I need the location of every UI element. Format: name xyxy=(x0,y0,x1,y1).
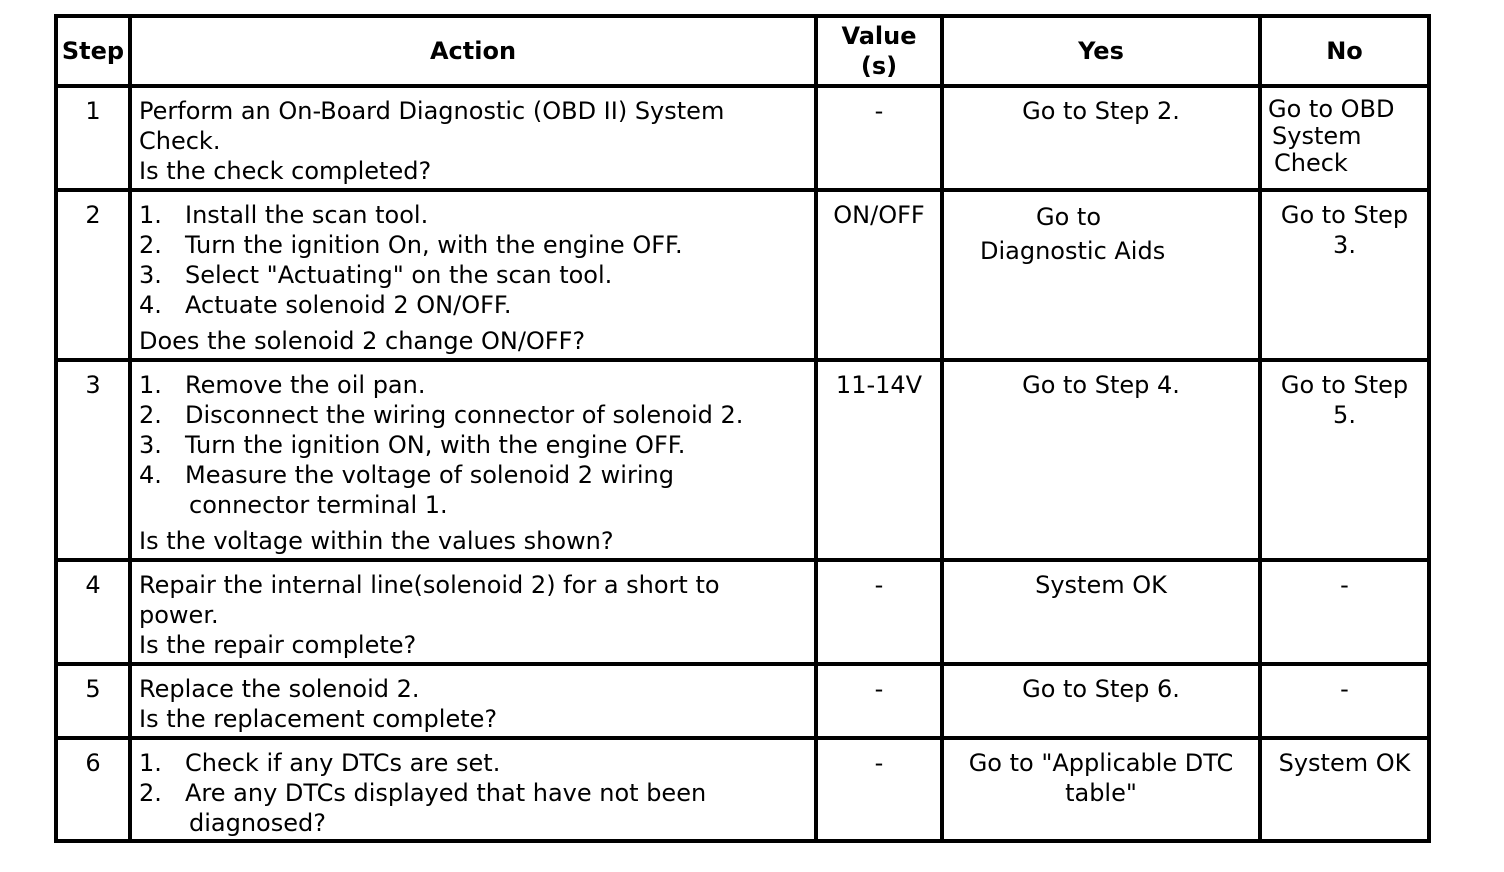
action-text: Perform an On-Board Diagnostic (OBD II) System xyxy=(139,97,725,125)
action-step xyxy=(139,460,808,520)
no-cell xyxy=(1260,86,1429,190)
no-text: System xyxy=(1272,122,1362,150)
action-step xyxy=(139,230,808,260)
action-step xyxy=(139,200,808,230)
value-cell: ON/OFF xyxy=(816,190,942,360)
action-step xyxy=(139,778,808,838)
action-step-number: 1. xyxy=(139,371,162,399)
action-step-number: 2. xyxy=(139,779,162,807)
action-step-number: 4. xyxy=(139,461,162,489)
value-cell: - xyxy=(816,560,942,664)
action-step-text: Disconnect the wiring connector of solenoid 2. xyxy=(185,401,744,429)
header-step: Step xyxy=(56,16,130,86)
action-cell xyxy=(130,190,816,360)
action-step xyxy=(139,400,808,430)
header-row xyxy=(56,16,1429,86)
diagnostic-table xyxy=(54,14,1431,843)
step-number: 5 xyxy=(56,664,130,738)
table-row xyxy=(56,560,1429,664)
yes-text: Go to "Applicable DTC xyxy=(968,749,1234,777)
action-step xyxy=(139,290,808,320)
action-step-text xyxy=(185,460,808,520)
yes-text: table" xyxy=(1065,779,1137,807)
header-value-line1: Value xyxy=(841,22,917,50)
action-step-number: 1. xyxy=(139,201,162,229)
action-question: Is the replacement complete? xyxy=(139,705,498,733)
action-question: Is the repair complete? xyxy=(139,631,417,659)
table-row xyxy=(56,664,1429,738)
no-text: Go to Step xyxy=(1280,371,1409,399)
no-cell xyxy=(1260,190,1429,360)
header-action: Action xyxy=(130,16,816,86)
step-number: 1 xyxy=(56,86,130,190)
action-step xyxy=(139,430,808,460)
value-cell: - xyxy=(816,664,942,738)
no-text: Go to OBD xyxy=(1268,95,1395,123)
table-row xyxy=(56,360,1429,560)
action-step-number: 2. xyxy=(139,401,162,429)
action-text: Replace the solenoid 2. xyxy=(139,675,420,703)
action-step-text-line: diagnosed? xyxy=(189,809,326,837)
action-step xyxy=(139,260,808,290)
header-no: No xyxy=(1260,16,1429,86)
action-step-text: Select "Actuating" on the scan tool. xyxy=(185,261,613,289)
action-step-text: Check if any DTCs are set. xyxy=(185,749,501,777)
action-cell xyxy=(130,86,816,190)
no-cell: - xyxy=(1260,560,1429,664)
yes-cell xyxy=(942,190,1260,360)
action-step xyxy=(139,748,808,778)
yes-cell: System OK xyxy=(942,560,1260,664)
action-cell xyxy=(130,360,816,560)
no-cell: System OK xyxy=(1260,738,1429,841)
yes-text: Go to xyxy=(1036,203,1102,231)
no-text: Check xyxy=(1274,149,1348,177)
action-step-text: Turn the ignition ON, with the engine OFF. xyxy=(185,431,686,459)
value-cell: 11-14V xyxy=(816,360,942,560)
yes-cell xyxy=(942,738,1260,841)
no-text: 5. xyxy=(1333,401,1356,429)
action-steps xyxy=(139,370,808,520)
action-step-text: Actuate solenoid 2 ON/OFF. xyxy=(185,291,512,319)
action-step-number: 2. xyxy=(139,231,162,259)
table-row xyxy=(56,86,1429,190)
action-steps xyxy=(139,748,808,838)
action-question: Is the check completed? xyxy=(139,157,432,185)
action-step-number: 3. xyxy=(139,261,162,289)
step-number: 2 xyxy=(56,190,130,360)
action-step-text: Install the scan tool. xyxy=(185,201,429,229)
action-question: Does the solenoid 2 change ON/OFF? xyxy=(139,327,586,355)
action-step-text-line: Measure the voltage of solenoid 2 wiring xyxy=(185,461,674,489)
header-value xyxy=(816,16,942,86)
no-text: 3. xyxy=(1333,231,1356,259)
value-cell: - xyxy=(816,738,942,841)
action-cell xyxy=(130,664,816,738)
yes-cell: Go to Step 6. xyxy=(942,664,1260,738)
action-step-number: 3. xyxy=(139,431,162,459)
action-step xyxy=(139,370,808,400)
action-step-text-line: Are any DTCs displayed that have not been xyxy=(185,779,707,807)
header-yes: Yes xyxy=(942,16,1260,86)
no-cell xyxy=(1260,360,1429,560)
action-text: power. xyxy=(139,601,219,629)
action-step-text: Turn the ignition On, with the engine OFF. xyxy=(185,231,683,259)
value-cell: - xyxy=(816,86,942,190)
action-step-text-line: connector terminal 1. xyxy=(189,491,448,519)
action-text: Check. xyxy=(139,127,221,155)
action-step-text: Remove the oil pan. xyxy=(185,371,426,399)
action-step-number: 4. xyxy=(139,291,162,319)
header-value-line2: (s) xyxy=(860,52,898,80)
action-step-text xyxy=(185,778,808,838)
action-text: Repair the internal line(solenoid 2) for a short to xyxy=(139,571,720,599)
action-cell xyxy=(130,738,816,841)
table-row xyxy=(56,190,1429,360)
yes-cell: Go to Step 4. xyxy=(942,360,1260,560)
action-step-number: 1. xyxy=(139,749,162,777)
action-cell xyxy=(130,560,816,664)
no-cell: - xyxy=(1260,664,1429,738)
table-row xyxy=(56,738,1429,841)
yes-cell: Go to Step 2. xyxy=(942,86,1260,190)
action-question: Is the voltage within the values shown? xyxy=(139,527,614,555)
no-text: Go to Step xyxy=(1280,201,1409,229)
step-number: 3 xyxy=(56,360,130,560)
step-number: 6 xyxy=(56,738,130,841)
action-steps xyxy=(139,200,808,320)
step-number: 4 xyxy=(56,560,130,664)
yes-text: Diagnostic Aids xyxy=(980,237,1166,265)
